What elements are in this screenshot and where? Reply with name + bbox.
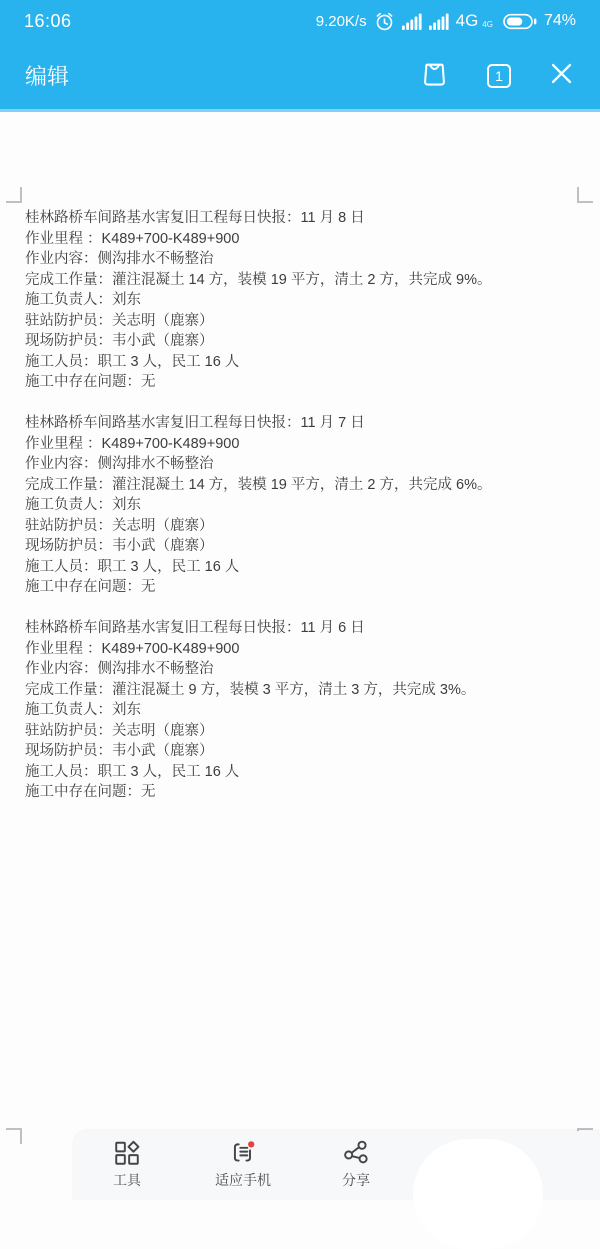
share-label: 分享 (342, 1172, 370, 1188)
report-line: 施工中存在问题：无 (25, 784, 156, 800)
share-button[interactable] (306, 1139, 406, 1190)
battery-icon (503, 13, 537, 30)
report-line: 作业内容：侧沟排水不畅整治 (25, 251, 214, 267)
report-line: 完成工作量：灌注混凝土 14 方，装模 19 平方，清土 2 方，共完成 6%。 (25, 476, 492, 493)
report-line: 现场防护员：韦小武（鹿寨） (25, 743, 214, 759)
document-count-badge: 1 (487, 64, 511, 88)
report-line: 完成工作量：灌注混凝土 14 方，装模 19 平方，清土 2 方，共完成 9%。 (25, 271, 492, 288)
share-icon (342, 1139, 370, 1167)
network-speed: 9.20K/s (315, 12, 367, 30)
report-line: 施工中存在问题：无 (25, 579, 156, 595)
bottom-toolbar (73, 1131, 600, 1200)
report-title: 桂林路桥车间路基水害复旧工程每日快报：11 月 7 日 (25, 415, 365, 431)
signal-sim1-icon (402, 13, 422, 30)
report-line: 驻站防护员：关志明（鹿寨） (25, 517, 214, 534)
report-title: 桂林路桥车间路基水害复旧工程每日快报：11 月 6 日 (25, 620, 365, 636)
tools-icon (113, 1139, 141, 1167)
tools-label: 工具 (113, 1172, 141, 1188)
daily-report-nov8 (25, 208, 585, 393)
bag-button[interactable] (419, 58, 450, 94)
alarm-icon (374, 11, 395, 32)
daily-report-nov6 (25, 618, 585, 803)
fit-phone-label: 适应手机 (215, 1172, 271, 1188)
tools-button[interactable] (77, 1139, 177, 1190)
battery-percent-label: 74% (543, 12, 576, 29)
report-line: 作业里程 ：K489+700-K489+900 (25, 230, 240, 247)
report-line: 驻站防护员：关志明（鹿寨） (25, 722, 214, 739)
network-type-secondary-label: 4G (482, 19, 493, 29)
floating-highlight (413, 1139, 543, 1249)
close-button[interactable] (548, 60, 575, 92)
page-corner-mark-bottom-left (6, 1128, 22, 1144)
report-title: 桂林路桥车间路基水害复旧工程每日快报：11 月 8 日 (25, 210, 365, 226)
document-text (25, 208, 585, 803)
report-line: 现场防护员：韦小武（鹿寨） (25, 538, 214, 554)
fit-phone-button[interactable] (193, 1139, 293, 1190)
status-bar (0, 0, 600, 42)
signal-sim2-icon (429, 13, 449, 30)
page-corner-mark-top-left (6, 187, 22, 203)
report-line: 施工人员：职工 3 人，民工 16 人 (25, 763, 240, 780)
report-line: 施工人员：职工 3 人，民工 16 人 (25, 353, 240, 370)
report-line: 作业里程 ：K489+700-K489+900 (25, 435, 240, 452)
report-line: 施工负责人：刘东 (25, 292, 141, 308)
report-line: 施工负责人：刘东 (25, 702, 141, 718)
report-line: 施工负责人：刘东 (25, 497, 141, 513)
report-line: 作业内容：侧沟排水不畅整治 (25, 456, 214, 472)
edit-header (0, 42, 600, 112)
report-line: 现场防护员：韦小武（鹿寨） (25, 333, 214, 349)
report-line: 施工中存在问题：无 (25, 374, 156, 390)
clock-time: 16:06 (24, 10, 72, 31)
document-switcher-button[interactable] (487, 64, 511, 88)
daily-report-nov7 (25, 413, 585, 598)
page-title: 编辑 (25, 64, 70, 89)
report-line: 作业里程 ：K489+700-K489+900 (25, 640, 240, 657)
report-line: 作业内容：侧沟排水不畅整治 (25, 661, 214, 677)
report-line: 完成工作量：灌注混凝土 9 方，装模 3 平方，清土 3 方，共完成 3%。 (25, 681, 476, 698)
bag-icon (419, 58, 450, 94)
report-line: 驻站防护员：关志明（鹿寨） (25, 312, 214, 329)
report-line: 施工人员：职工 3 人，民工 16 人 (25, 558, 240, 575)
fit-phone-icon (229, 1139, 257, 1167)
network-type-label: 4G (455, 11, 479, 30)
page-corner-mark-top-right (577, 187, 593, 203)
close-icon (548, 60, 575, 92)
